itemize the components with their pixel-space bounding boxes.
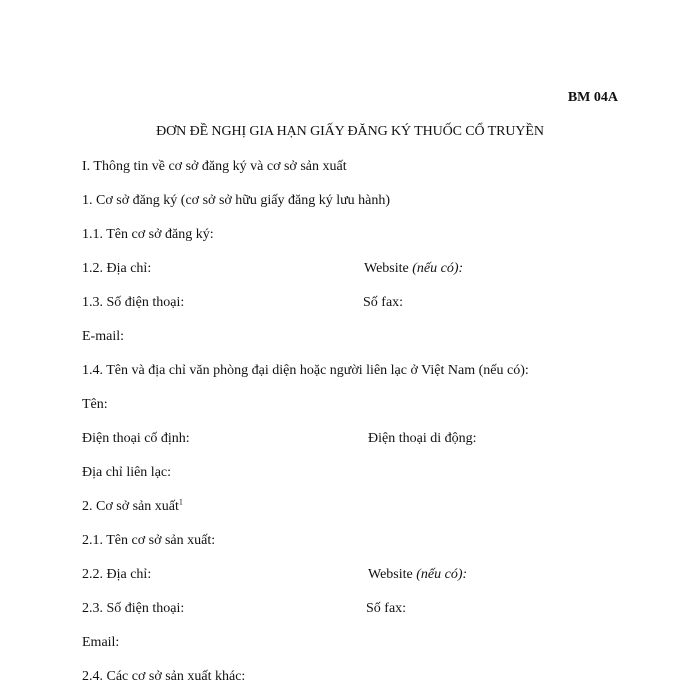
manufacturer-phone-row (82, 601, 642, 617)
manufacturer-fax-label: Số fax: (366, 601, 407, 616)
registrant-website-label: Website (364, 261, 413, 276)
manufacturer-address-row (82, 567, 642, 583)
registrant-fax-label: Số fax: (363, 295, 404, 310)
registrant-phone-row (82, 295, 642, 311)
registrant-website-field (364, 261, 463, 277)
other-manufacturers-label: 2.4. Các cơ sở sản xuất khác: (82, 669, 246, 684)
form-code: BM 04A (567, 90, 618, 105)
document-title: ĐƠN ĐỀ NGHỊ GIA HẠN GIẤY ĐĂNG KÝ THUỐC CỔ TRUYỀN (156, 124, 544, 139)
footnote-marker: 1 (178, 497, 183, 507)
manufacturer-website-note: (nếu có): (416, 567, 468, 582)
contact-address-label: Địa chỉ liên lạc: (82, 465, 172, 480)
rep-phone-row (82, 431, 642, 447)
manufacturer-email-label: Email: (82, 635, 120, 650)
registrant-name-label: 1.1. Tên cơ sở đăng ký: (82, 227, 214, 242)
registrant-website-note: (nếu có): (412, 261, 464, 276)
registrant-heading: 1. Cơ sở đăng ký (cơ sở sở hữu giấy đăng ký lưu hành) (82, 193, 391, 208)
registrant-email-label: E-mail: (82, 329, 124, 344)
section-heading-I: I. Thông tin về cơ sở đăng ký và cơ sở sản xuất (82, 159, 347, 174)
manufacturer-address-label: 2.2. Địa chỉ: (82, 567, 152, 582)
manufacturer-website-field (368, 567, 467, 583)
mobile-label: Điện thoại di động: (368, 431, 477, 446)
manufacturer-phone-label: 2.3. Số điện thoại: (82, 601, 185, 616)
registrant-address-row (82, 261, 642, 277)
registrant-phone-label: 1.3. Số điện thoại: (82, 295, 185, 310)
registrant-address-label: 1.2. Địa chỉ: (82, 261, 152, 276)
manufacturer-heading-text: 2. Cơ sở sản xuất (82, 499, 179, 514)
manufacturer-website-label: Website (368, 567, 417, 582)
rep-office-heading: 1.4. Tên và địa chỉ văn phòng đại diện hoặc người liên lạc ở Việt Nam (nếu có): (82, 363, 529, 378)
manufacturer-name-label: 2.1. Tên cơ sở sản xuất: (82, 533, 216, 548)
rep-name-label: Tên: (82, 397, 108, 412)
landline-label: Điện thoại cố định: (82, 431, 190, 446)
manufacturer-heading (82, 499, 183, 515)
